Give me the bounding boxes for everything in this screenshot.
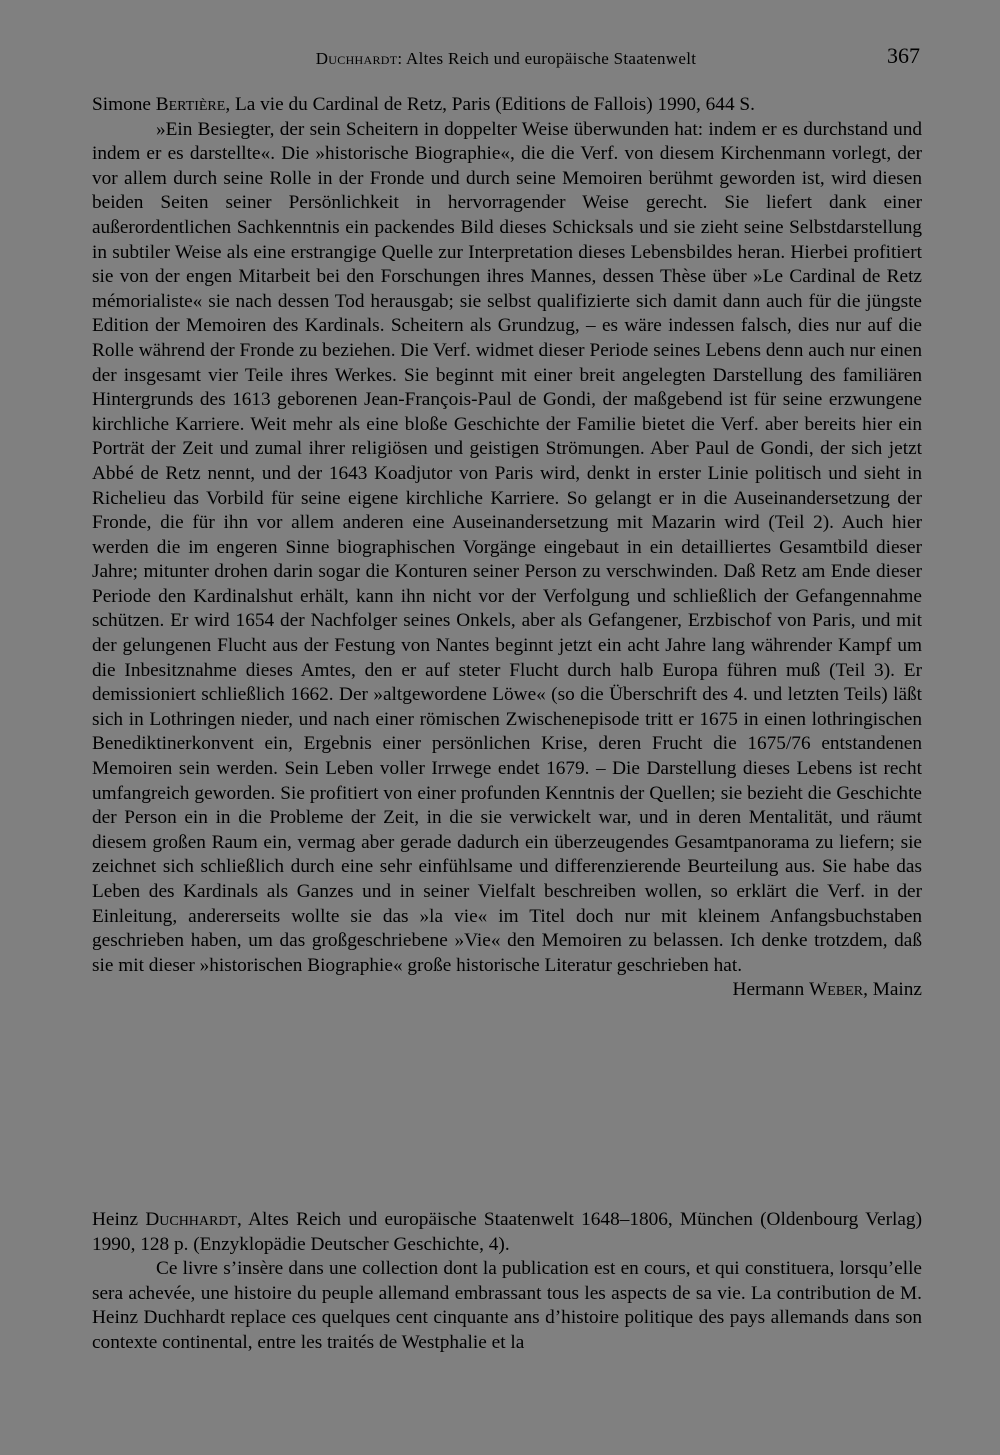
- reviewer-surname: Weber: [809, 979, 864, 1001]
- review-citation: [92, 93, 922, 118]
- running-title: [92, 44, 920, 74]
- reviewer-place: , Mainz: [863, 979, 922, 1001]
- running-head: [92, 44, 920, 74]
- review-body: Ce livre s’insère dans une collection dont la publication est en cours, et qui constituera, lorsqu’elle sera achevée, une histoire du peuple allemand embrassant tous les aspects de sa vie. La contribution de M. Heinz Duchhardt replace ces quelques cent cinquante ans d’histoire politique des pays allemands dans son contexte continental, entre les traités de Westphalie et la: [92, 1258, 922, 1353]
- citation-author-surname: Duchhardt: [145, 1209, 238, 1230]
- running-title-author: Duchhardt: [315, 49, 398, 68]
- reviewer-signature: [92, 978, 922, 1003]
- review-duchhardt: [92, 1208, 922, 1356]
- citation-details: , Altes Reich und europäische Staatenwelt 1648–1806, München (Oldenbourg Verlag) 1990, 128 p. (Enzyklopädie Deutscher Geschichte, 4).: [92, 1209, 922, 1255]
- citation-details: , La vie du Cardinal de Retz, Paris (Editions de Fallois) 1990, 644 S.: [225, 94, 755, 115]
- citation-author-given: Heinz: [92, 1209, 146, 1230]
- citation-author-given: Simone: [92, 94, 156, 115]
- review-citation: [92, 1208, 922, 1257]
- citation-author-surname: Bertière: [155, 94, 226, 115]
- reviewer-given: Hermann: [732, 979, 810, 1001]
- page-number: 367: [887, 43, 920, 68]
- running-title-text: : Altes Reich und europäische Staatenwelt: [397, 49, 697, 68]
- review-body: »Ein Besiegter, der sein Scheitern in doppelter Weise überwunden hat: indem er es durchstand und indem er es darstellte«. Die »historische Biographie«, die die Verf. von diesem Kirchenmann vorlegt, der vor allem durch seine Rolle in der Fronde und durch seine Memoiren berühmt geworden ist, wird diesen beiden Seiten seiner Persönlichkeit in hervorragender Weise gerecht. Sie liefert dank einer außerordentlichen Sachkenntnis ein packendes Bild dieses Schicksals und sie zieht seine Selbstdarstellung in subtiler Weise als eine erstrangige Quelle zur Interpretation dieses Lebensbildes heran. Hierbei profitiert sie von der engen Mitarbeit bei den Forschungen ihres Mannes, dessen Thèse über »Le Cardinal de Retz mémorialiste« sie nach dessen Tod herausgab; sie selbst qualifizierte sich damit dann auch für die jüngste Edition der Memoiren des Kardinals. Scheitern als Grundzug, – es wäre indessen falsch, dies nur auf die Rolle während der Fronde zu beziehen. Die Verf. widmet dieser Periode seines Lebens denn auch nur einen der insgesamt vier Teile ihres Werkes. Sie beginnt mit einer breit angelegten Darstellung des familiären Hintergrunds des 1613 geborenen Jean-François-Paul de Gondi, der maßgebend ist für seine erzwungene kirchliche Karriere. Weit mehr als eine bloße Geschichte der Familie bietet die Verf. aber bereits hier ein Porträt der Zeit und zumal ihrer religiösen und geistigen Strömungen. Aber Paul de Gondi, der sich jetzt Abbé de Retz nennt, und der 1643 Koadjutor von Paris wird, denkt in erster Linie politisch und sieht in Richelieu das Vorbild für seine eigene kirchliche Karriere. So gelangt er in die Auseinandersetzung der Fronde, die für ihn vor allem anderen eine Auseinandersetzung mit Mazarin wird (Teil 2). Auch hier werden die im engeren Sinne biographischen Vorgänge eingebaut in ein detailliertes Gesamtbild dieser Jahre; mitunter drohen darin sogar die Konturen seiner Person zu verschwinden. Daß Retz am Ende dieser Periode den Kardinalshut erhält, kann ihn nicht vor der Verfolgung und schließlich der Gefangennahme schützen. Er wird 1654 der Nachfolger seines Onkels, aber als Gefangener, Erzbischof von Paris, und mit der gelungenen Flucht aus der Festung von Nantes beginnt jetzt ein acht Jahre lang währender Kampf um die Inbesitznahme dieses Amtes, den er auf steter Flucht durch halb Europa führen muß (Teil 3). Er demissioniert schließlich 1662. Der »altgewordene Löwe« (so die Überschrift des 4. und letzten Teils) läßt sich in Lothringen nieder, und nach einer römischen Zwischenepisode tritt er 1675 in einen lothringischen Benediktinerkonvent ein, Ergebnis einer persönlichen Krise, deren Frucht die 1675/76 entstandenen Memoiren sein werden. Sein Leben voller Irrwege endet 1679. – Die Darstellung dieses Lebens ist recht umfangreich geworden. Sie profitiert von einer profunden Kenntnis der Quellen; sie bezieht die Geschichte der Person ein in die Probleme der Zeit, in die sie verwickelt war, und in deren Mentalität, und räumt diesem großen Raum ein, vermag aber gerade dadurch ein überzeugendes Gesamtpanorama zu liefern; sie zeichnet sich schließlich durch eine sehr einfühlsame und differenzierende Beurteilung aus. Sie habe das Leben des Kardinals als Ganzes und in seiner Vielfalt beschreiben wollen, so erklärt die Verf. in der Einleitung, andererseits wollte sie das »la vie« im Titel doch nur mit kleinem Anfangsbuchstaben geschrieben haben, um das großgeschriebene »Vie« den Memoiren zu belassen. Ich denke trotzdem, daß sie mit dieser »historischen Biographie« große historische Literatur geschrieben hat.: [92, 118, 922, 976]
- review-bertiere: [92, 93, 922, 1003]
